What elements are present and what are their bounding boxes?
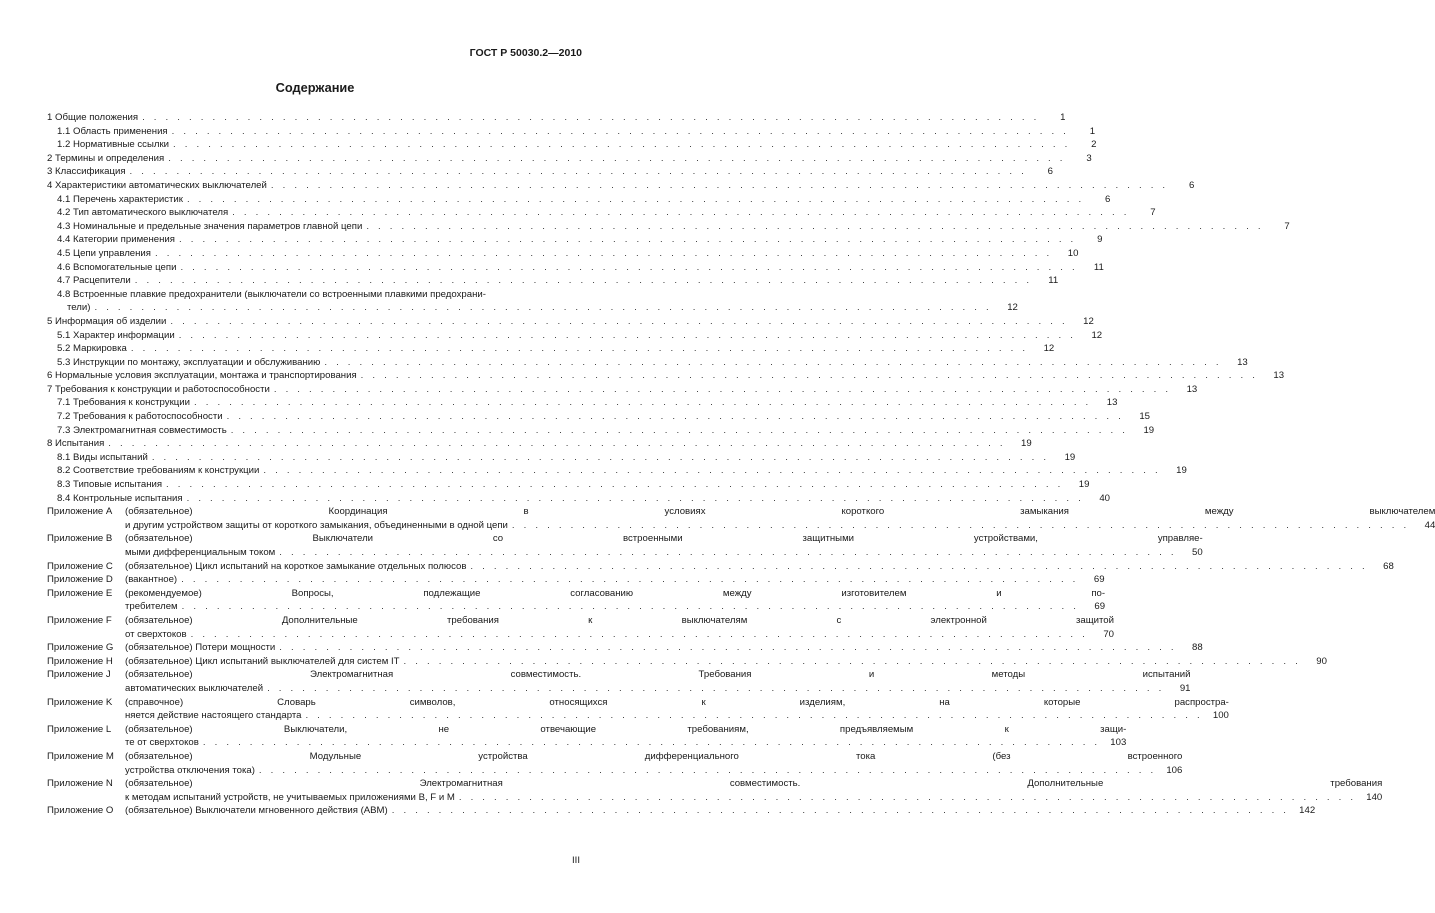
appendix-text: (рекомендуемое) Вопросы, подлежащие согласованию между изготовителем и по- — [125, 587, 1106, 599]
toc-entry-label: 5 Информация об изделии — [47, 315, 167, 327]
appendix-entry — [47, 532, 1203, 559]
toc-entry — [47, 261, 1104, 275]
leader-dots: . . . . . . . . . . . . . . . . . . . . . . . . . . . . . . . . . . . . . . . . . . . . . . . . . . . . . . . . . . . . . . . . . . . . . . . . . . . . . — [226, 411, 1125, 423]
toc-entry-page: 19 — [1143, 424, 1155, 436]
leader-dots: . . . . . . . . . . . . . . . . . . . . . . . . . . . . . . . . . . . . . . . . . . . . . . . . . . . . . . . . . . . . . . . . . . . . . . . . . . . . . — [366, 220, 1264, 232]
appendix-line — [125, 709, 1229, 723]
toc-entry-page: 13 — [1273, 370, 1285, 382]
toc-entry-page: 11 — [1093, 261, 1104, 273]
toc-entry-label: 8.3 Типовые испытания — [57, 479, 163, 491]
leader-dots: . . . . . . . . . . . . . . . . . . . . . . . . . . . . . . . . . . . . . . . . . . . . . . . . . . . . . . . . . . . . . . . . . . . . . . . . . . . . . — [267, 682, 1165, 694]
appendix-text: (обязательное) Цикл испытаний на короткое замыкание отдельных полюсов — [125, 560, 467, 572]
appendix-line — [125, 519, 1435, 533]
toc-entry — [47, 329, 1103, 343]
appendix-page: 69 — [1094, 601, 1106, 613]
appendix-page: 106 — [1166, 764, 1183, 776]
appendix-entry — [47, 777, 1383, 804]
appendix-text: те от сверхтоков — [125, 737, 199, 749]
leader-dots: . . . . . . . . . . . . . . . . . . . . . . . . . . . . . . . . . . . . . . . . . . . . . . . . . . . . . . . . . . . . . . . . . . . . . . . . . . . . . — [180, 261, 1078, 273]
toc-entry-label: 8.4 Контрольные испытания — [57, 492, 183, 504]
appendix-text: автоматических выключателей — [125, 682, 264, 694]
appendix-line — [125, 641, 1203, 655]
appendix-name: Приложение G — [47, 642, 114, 654]
appendix-page: 88 — [1192, 642, 1203, 654]
appendix-name: Приложение M — [47, 750, 114, 762]
leader-dots: . . . . . . . . . . . . . . . . . . . . . . . . . . . . . . . . . . . . . . . . . . . . . . . . . . . . . . . . . . . . . . . . . . . . . . . . . . . . . — [511, 519, 1410, 531]
toc-entry — [47, 424, 1155, 438]
appendix-name: Приложение L — [47, 723, 112, 735]
appendix-name: Приложение H — [47, 655, 113, 667]
appendix-line — [125, 777, 1382, 791]
toc-entry-label: 8 Испытания — [47, 438, 105, 450]
appendix-text: (обязательное) Дополнительные требования к выключателям с электронной защитой — [125, 614, 1115, 626]
leader-dots: . . . . . . . . . . . . . . . . . . . . . . . . . . . . . . . . . . . . . . . . . . . . . . . . . . . . . . . . . . . . . . . . . . . . . . . . . . . . . — [403, 655, 1301, 667]
leader-dots: . . . . . . . . . . . . . . . . . . . . . . . . . . . . . . . . . . . . . . . . . . . . . . . . . . . . . . . . . . . . . . . . . . . . . . . . . . . . . — [171, 125, 1070, 137]
toc-entry-continuation — [47, 301, 1018, 315]
appendix-name: Приложение C — [47, 560, 113, 572]
leader-dots: . . . . . . . . . . . . . . . . . . . . . . . . . . . . . . . . . . . . . . . . . . . . . . . . . . . . . . . . . . . . . . . . . . . . . . . . . . . . . — [202, 737, 1101, 749]
toc-entry — [47, 356, 1248, 370]
toc-entry-label: 4.1 Перечень характеристик — [57, 193, 183, 205]
toc-entry-label: 7.1 Требования к конструкции — [57, 397, 190, 409]
appendix-entry — [47, 505, 1435, 532]
toc-entry — [47, 274, 1059, 288]
appendix-line — [125, 505, 1435, 519]
toc-entry-page: 13 — [1237, 356, 1248, 368]
toc-entry-page: 40 — [1099, 492, 1111, 504]
appendix-line — [125, 546, 1203, 560]
leader-dots: . . . . . . . . . . . . . . . . . . . . . . . . . . . . . . . . . . . . . . . . . . . . . . . . . . . . . . . . . . . . . . . . . . . . . . . . . . . . . — [173, 139, 1071, 151]
appendix-text: (обязательное) Выключатели мгновенного действия (ABM) — [125, 805, 388, 817]
toc-entry-page: 12 — [1007, 302, 1018, 314]
toc-entry-page: 15 — [1139, 411, 1151, 423]
toc-entry-page: 6 — [1105, 193, 1111, 205]
leader-dots: . . . . . . . . . . . . . . . . . . . . . . . . . . . . . . . . . . . . . . . . . . . . . . . . . . . . . . . . . . . . . . . . . . . . . . . . . . . . . — [134, 275, 1033, 287]
appendix-name: Приложение D — [47, 574, 113, 586]
appendix-text: (обязательное) Выключатели, не отвечающие требованиям, предъявляемым к защи- — [125, 723, 1127, 735]
toc-entry-label: 4.5 Цепи управления — [57, 247, 151, 259]
appendix-name: Приложение O — [47, 805, 114, 817]
toc-entry-label: 4.3 Номинальные и предельные значения параметров главной цепи — [57, 220, 363, 232]
leader-dots: . . . . . . . . . . . . . . . . . . . . . . . . . . . . . . . . . . . . . . . . . . . . . . . . . . . . . . . . . . . . . . . . . . . . . . . . . . . . . — [181, 601, 1080, 613]
leader-dots: . . . . . . . . . . . . . . . . . . . . . . . . . . . . . . . . . . . . . . . . . . . . . . . . . . . . . . . . . . . . . . . . . . . . . . . . . . . . . — [279, 642, 1177, 654]
appendix-text: (обязательное) Цикл испытаний выключателей для систем IT — [125, 655, 400, 667]
appendix-line — [125, 655, 1327, 669]
toc-entry-label: 4.4 Категории применения — [57, 234, 175, 246]
toc-entry — [47, 233, 1103, 247]
toc-entry-page: 1 — [1089, 125, 1096, 137]
appendix-page: 100 — [1212, 710, 1229, 722]
appendix-entry — [47, 560, 1394, 574]
appendix-entry — [47, 573, 1105, 587]
appendix-text: (справочное) Словарь символов, относящихся к изделиям, на которые распростра- — [125, 696, 1229, 708]
appendix-body — [125, 668, 1191, 695]
appendix-body — [125, 614, 1114, 641]
appendix-name: Приложение J — [47, 669, 111, 681]
appendix-line — [125, 668, 1191, 682]
appendix-entry — [47, 696, 1229, 723]
leader-dots: . . . . . . . . . . . . . . . . . . . . . . . . . . . . . . . . . . . . . . . . . . . . . . . . . . . . . . . . . . . . . . . . . . . . . . . . . . . . . — [130, 343, 1029, 355]
appendix-entry — [47, 750, 1183, 777]
appendix-text: (вакантное) — [125, 574, 178, 586]
appendix-entry — [47, 723, 1127, 750]
appendix-page: 50 — [1192, 547, 1203, 558]
toc-entry — [47, 410, 1151, 424]
appendix-text: (обязательное) Модульные устройства дифференциального тока (без встроенного — [125, 750, 1183, 762]
appendix-entry — [47, 668, 1191, 695]
appendix-body — [125, 560, 1394, 574]
toc-entry-label: 4.2 Тип автоматического выключателя — [57, 207, 229, 219]
toc-entry-page: 13 — [1106, 397, 1118, 409]
appendix-name: Приложение A — [47, 506, 113, 518]
appendix-text: к методам испытаний устройств, не учитываемых приложениями B, F и M — [125, 791, 455, 803]
appendix-line — [125, 804, 1315, 818]
toc-entry — [47, 179, 1195, 193]
appendix-line — [125, 791, 1382, 805]
toc-entry-page: 2 — [1091, 139, 1097, 151]
toc-entry — [47, 451, 1076, 465]
leader-dots: . . . . . . . . . . . . . . . . . . . . . . . . . . . . . . . . . . . . . . . . . . . . . . . . . . . . . . . . . . . . . . . . . . . . . . . . . . . . . — [170, 315, 1068, 327]
toc-entry-label: 5.2 Маркировка — [57, 343, 127, 355]
appendix-text: (обязательное) Электромагнитная совместимость. Требования и методы испытаний — [125, 669, 1191, 681]
toc-entry — [47, 125, 1096, 139]
appendix-line — [125, 764, 1182, 778]
leader-dots: . . . . . . . . . . . . . . . . . . . . . . . . . . . . . . . . . . . . . . . . . . . . . . . . . . . . . . . . . . . . . . . . . . . . . . . . . . . . . — [324, 356, 1222, 368]
appendix-page: 44 — [1424, 519, 1435, 531]
appendix-body — [125, 573, 1105, 587]
appendix-text: (обязательное) Координация в условиях короткого замыкания между выключателем — [125, 506, 1435, 518]
toc-entry-page: 12 — [1091, 329, 1103, 341]
appendix-line — [125, 723, 1126, 737]
appendix-page: 70 — [1103, 628, 1115, 640]
toc-entry-label: 8.1 Виды испытаний — [57, 451, 148, 463]
appendix-name: Приложение E — [47, 587, 113, 599]
toc-entry-label: 4.6 Вспомогательные цепи — [57, 261, 177, 273]
appendix-text: няется действие настоящего стандарта — [125, 710, 302, 722]
leader-dots: . . . . . . . . . . . . . . . . . . . . . . . . . . . . . . . . . . . . . . . . . . . . . . . . . . . . . . . . . . . . . . . . . . . . . . . . . . . . . — [263, 465, 1161, 477]
appendix-text: и другим устройством защиты от короткого замыкания, объединенными в одной цепи — [125, 519, 508, 531]
leader-dots: . . . . . . . . . . . . . . . . . . . . . . . . . . . . . . . . . . . . . . . . . . . . . . . . . . . . . . . . . . . . . . . . . . . . . . . . . . . . . — [129, 166, 1027, 178]
toc-entry-page: 1 — [1060, 112, 1066, 123]
toc-entry-label: 6 Нормальные условия эксплуатации, монтажа и транспортирования — [47, 370, 357, 382]
appendix-line — [125, 560, 1394, 574]
appendix-line — [125, 736, 1126, 750]
toc-entry-page: 13 — [1186, 383, 1198, 395]
leader-dots: . . . . . . . . . . . . . . . . . . . . . . . . . . . . . . . . . . . . . . . . . . . . . . . . . . . . . . . . . . . . . . . . . . . . . . . . . . . . . — [166, 479, 1064, 491]
appendix-line — [125, 587, 1105, 601]
appendix-line — [125, 750, 1182, 764]
appendix-entry — [47, 655, 1327, 669]
leader-dots: . . . . . . . . . . . . . . . . . . . . . . . . . . . . . . . . . . . . . . . . . . . . . . . . . . . . . . . . . . . . . . . . . . . . . . . . . . . . . — [258, 764, 1157, 776]
leader-dots: . . . . . . . . . . . . . . . . . . . . . . . . . . . . . . . . . . . . . . . . . . . . . . . . . . . . . . . . . . . . . . . . . . . . . . . . . . . . . — [232, 207, 1130, 219]
leader-dots: . . . . . . . . . . . . . . . . . . . . . . . . . . . . . . . . . . . . . . . . . . . . . . . . . . . . . . . . . . . . . . . . . . . . . . . . . . . . . — [151, 451, 1050, 463]
toc-entry-label: 1 Общие положения — [47, 112, 139, 123]
leader-dots: . . . . . . . . . . . . . . . . . . . . . . . . . . . . . . . . . . . . . . . . . . . . . . . . . . . . . . . . . . . . . . . . . . . . . . . . . . . . . — [194, 397, 1092, 409]
appendix-text: устройства отключения тока) — [125, 764, 255, 776]
appendix-line — [125, 628, 1114, 642]
toc-entry — [47, 492, 1111, 506]
appendix-text: требителем — [125, 601, 178, 613]
toc-entry-label: 8.2 Соответствие требованиям к конструкции — [57, 465, 260, 477]
appendix-name: Приложение B — [47, 533, 113, 545]
appendix-page: 91 — [1179, 682, 1191, 694]
toc-entry — [47, 193, 1111, 207]
leader-dots: . . . . . . . . . . . . . . . . . . . . . . . . . . . . . . . . . . . . . . . . . . . . . . . . . . . . . . . . . . . . . . . . . . . . . . . . . . . . . — [168, 152, 1066, 164]
leader-dots: . . . . . . . . . . . . . . . . . . . . . . . . . . . . . . . . . . . . . . . . . . . . . . . . . . . . . . . . . . . . . . . . . . . . . . . . . . . . . — [186, 492, 1085, 504]
toc-entry — [47, 369, 1285, 383]
appendix-body — [125, 777, 1382, 804]
toc-entry-label: 2 Термины и определения — [47, 152, 165, 164]
toc-entry-page: 12 — [1083, 315, 1094, 327]
leader-dots: . . . . . . . . . . . . . . . . . . . . . . . . . . . . . . . . . . . . . . . . . . . . . . . . . . . . . . . . . . . . . . . . . . . . . . . . . . . . . — [186, 193, 1085, 205]
leader-dots: . . . . . . . . . . . . . . . . . . . . . . . . . . . . . . . . . . . . . . . . . . . . . . . . . . . . . . . . . . . . . . . . . . . . . . . . . . . . . — [279, 547, 1177, 558]
toc-entry — [47, 396, 1118, 410]
appendix-body — [125, 804, 1315, 818]
appendix-entry — [47, 614, 1115, 641]
toc-entry — [47, 152, 1092, 166]
toc-entry — [47, 342, 1055, 356]
leader-dots: . . . . . . . . . . . . . . . . . . . . . . . . . . . . . . . . . . . . . . . . . . . . . . . . . . . . . . . . . . . . . . . . . . . . . . . . . . . . . — [273, 383, 1172, 395]
appendix-body — [125, 750, 1182, 777]
toc-entry-page: 10 — [1067, 247, 1079, 259]
toc-entry — [47, 464, 1187, 478]
toc-entry-label: 5.3 Инструкции по монтажу, эксплуатации и обслуживанию — [57, 356, 321, 368]
standard-number: ГОСТ Р 50030.2—2010 — [469, 47, 582, 59]
toc-entry-label: 7 Требования к конструкции и работоспособности — [47, 383, 270, 395]
page-number: III — [572, 855, 580, 866]
leader-dots: . . . . . . . . . . . . . . . . . . . . . . . . . . . . . . . . . . . . . . . . . . . . . . . . . . . . . . . . . . . . . . . . . . . . . . . . . . . . . — [470, 560, 1368, 572]
appendix-text: от сверхтоков — [125, 628, 187, 640]
toc-entry-label: 4 Характеристики автоматических выключателей — [47, 179, 267, 191]
toc-entry-page: 19 — [1021, 438, 1032, 450]
leader-dots: . . . . . . . . . . . . . . . . . . . . . . . . . . . . . . . . . . . . . . . . . . . . . . . . . . . . . . . . . . . . . . . . . . . . . . . . . . . . . — [230, 424, 1129, 436]
toc-entry-label: 5.1 Характер информации — [57, 329, 175, 341]
toc-entry-page: 19 — [1078, 479, 1090, 491]
toc-entry-label: 4.7 Расцепители — [57, 275, 131, 287]
leader-dots: . . . . . . . . . . . . . . . . . . . . . . . . . . . . . . . . . . . . . . . . . . . . . . . . . . . . . . . . . . . . . . . . . . . . . . . . . . . . . — [360, 370, 1259, 382]
toc-entry-page: 6 — [1188, 179, 1195, 191]
toc-entry-label: 1.2 Нормативные ссылки — [57, 139, 170, 151]
leader-dots: . . . . . . . . . . . . . . . . . . . . . . . . . . . . . . . . . . . . . . . . . . . . . . . . . . . . . . . . . . . . . . . . . . . . . . . . . . . . . — [391, 805, 1290, 817]
leader-dots: . . . . . . . . . . . . . . . . . . . . . . . . . . . . . . . . . . . . . . . . . . . . . . . . . . . . . . . . . . . . . . . . . . . . . . . . . . . . . — [178, 329, 1077, 341]
toc-entry — [47, 247, 1079, 261]
appendix-name: Приложение N — [47, 778, 113, 790]
toc-entry-page: 19 — [1176, 465, 1187, 477]
appendix-line — [125, 614, 1114, 628]
appendix-text: (обязательное) Потери мощности — [125, 642, 276, 654]
leader-dots: . . . . . . . . . . . . . . . . . . . . . . . . . . . . . . . . . . . . . . . . . . . . . . . . . . . . . . . . . . . . . . . . . . . . . . . . . . . . . — [154, 247, 1053, 259]
appendix-page: 142 — [1299, 805, 1316, 817]
toc-entry-label: 3 Классификация — [47, 166, 126, 178]
appendix-body — [125, 505, 1435, 532]
leader-dots: . . . . . . . . . . . . . . . . . . . . . . . . . . . . . . . . . . . . . . . . . . . . . . . . . . . . . . . . . . . . . . . . . . . . . . . . . . . . . — [190, 628, 1089, 640]
appendix-line — [125, 600, 1105, 614]
appendix-body — [125, 532, 1203, 559]
appendix-body — [125, 723, 1126, 750]
leader-dots: . . . . . . . . . . . . . . . . . . . . . . . . . . . . . . . . . . . . . . . . . . . . . . . . . . . . . . . . . . . . . . . . . . . . . . . . . . . . . — [181, 574, 1079, 586]
appendix-line — [125, 682, 1191, 696]
appendix-name: Приложение K — [47, 696, 113, 708]
appendix-body — [125, 641, 1203, 655]
toc-entry — [47, 165, 1053, 179]
appendix-entry — [47, 804, 1316, 818]
page-title: Содержание — [275, 80, 355, 95]
appendix-name: Приложение F — [47, 614, 112, 626]
appendix-body — [125, 696, 1229, 723]
appendix-body — [125, 655, 1327, 669]
leader-dots: . . . . . . . . . . . . . . . . . . . . . . . . . . . . . . . . . . . . . . . . . . . . . . . . . . . . . . . . . . . . . . . . . . . . . . . . . . . . . — [142, 112, 1040, 123]
appendix-body — [125, 587, 1105, 614]
toc-entry — [47, 206, 1156, 220]
appendix-line — [125, 573, 1105, 587]
appendix-line — [125, 532, 1203, 546]
appendix-page: 68 — [1383, 560, 1394, 572]
toc-entry — [47, 111, 1066, 125]
appendix-text: мыми дифференциальным током — [125, 547, 276, 558]
appendix-entry — [47, 587, 1106, 614]
leader-dots: . . . . . . . . . . . . . . . . . . . . . . . . . . . . . . . . . . . . . . . . . . . . . . . . . . . . . . . . . . . . . . . . . . . . . . . . . . . . . — [458, 791, 1357, 803]
leader-dots: . . . . . . . . . . . . . . . . . . . . . . . . . . . . . . . . . . . . . . . . . . . . . . . . . . . . . . . . . . . . . . . . . . . . . . . . . . . . . — [305, 710, 1203, 722]
toc-entry — [47, 383, 1198, 397]
toc-entry-page: 3 — [1086, 152, 1092, 164]
appendix-line — [125, 696, 1229, 710]
toc-entry — [47, 288, 583, 302]
toc-entry-label: 4.8 Встроенные плавкие предохранители (выключатели со встроенными плавкими предохрани- — [57, 288, 486, 300]
appendix-page: 90 — [1316, 655, 1327, 667]
toc-entry-label: тели) — [67, 302, 91, 314]
toc-entry-page: 12 — [1043, 343, 1055, 355]
toc-entry-page: 9 — [1097, 234, 1103, 246]
appendix-entry — [47, 641, 1203, 655]
toc-entry-page: 7 — [1150, 207, 1156, 219]
toc-entry-label: 7.2 Требования к работоспособности — [57, 411, 223, 423]
toc-entry-label: 1.1 Область применения — [57, 125, 168, 137]
toc-entry-label: 7.3 Электромагнитная совместимость — [57, 424, 227, 436]
leader-dots: . . . . . . . . . . . . . . . . . . . . . . . . . . . . . . . . . . . . . . . . . . . . . . . . . . . . . . . . . . . . . . . . . . . . . . . . . . . . . — [108, 438, 1006, 450]
leader-dots: . . . . . . . . . . . . . . . . . . . . . . . . . . . . . . . . . . . . . . . . . . . . . . . . . . . . . . . . . . . . . . . . . . . . . . . . . . . . . — [94, 302, 992, 314]
toc-entry-page: 7 — [1284, 220, 1290, 232]
toc-entry — [47, 315, 1094, 329]
toc-entry — [47, 437, 1032, 451]
toc-entry — [47, 478, 1090, 492]
appendix-text: (обязательное) Выключатели со встроенными защитными устройствами, управляе- — [125, 533, 1203, 545]
leader-dots: . . . . . . . . . . . . . . . . . . . . . . . . . . . . . . . . . . . . . . . . . . . . . . . . . . . . . . . . . . . . . . . . . . . . . . . . . . . . . — [270, 179, 1169, 191]
table-of-contents — [47, 111, 1435, 818]
appendix-page: 103 — [1110, 737, 1127, 749]
toc-entry-page: 19 — [1064, 451, 1076, 463]
appendix-page: 69 — [1093, 574, 1105, 586]
leader-dots: . . . . . . . . . . . . . . . . . . . . . . . . . . . . . . . . . . . . . . . . . . . . . . . . . . . . . . . . . . . . . . . . . . . . . . . . . . . . . — [179, 234, 1077, 246]
toc-entry — [47, 220, 1290, 234]
toc-entry-page: 11 — [1048, 275, 1059, 287]
toc-entry — [47, 138, 1097, 152]
appendix-text: (обязательное) Электромагнитная совместимость. Дополнительные требования — [125, 778, 1383, 790]
appendix-page: 140 — [1366, 791, 1383, 803]
toc-entry-page: 6 — [1047, 166, 1053, 178]
